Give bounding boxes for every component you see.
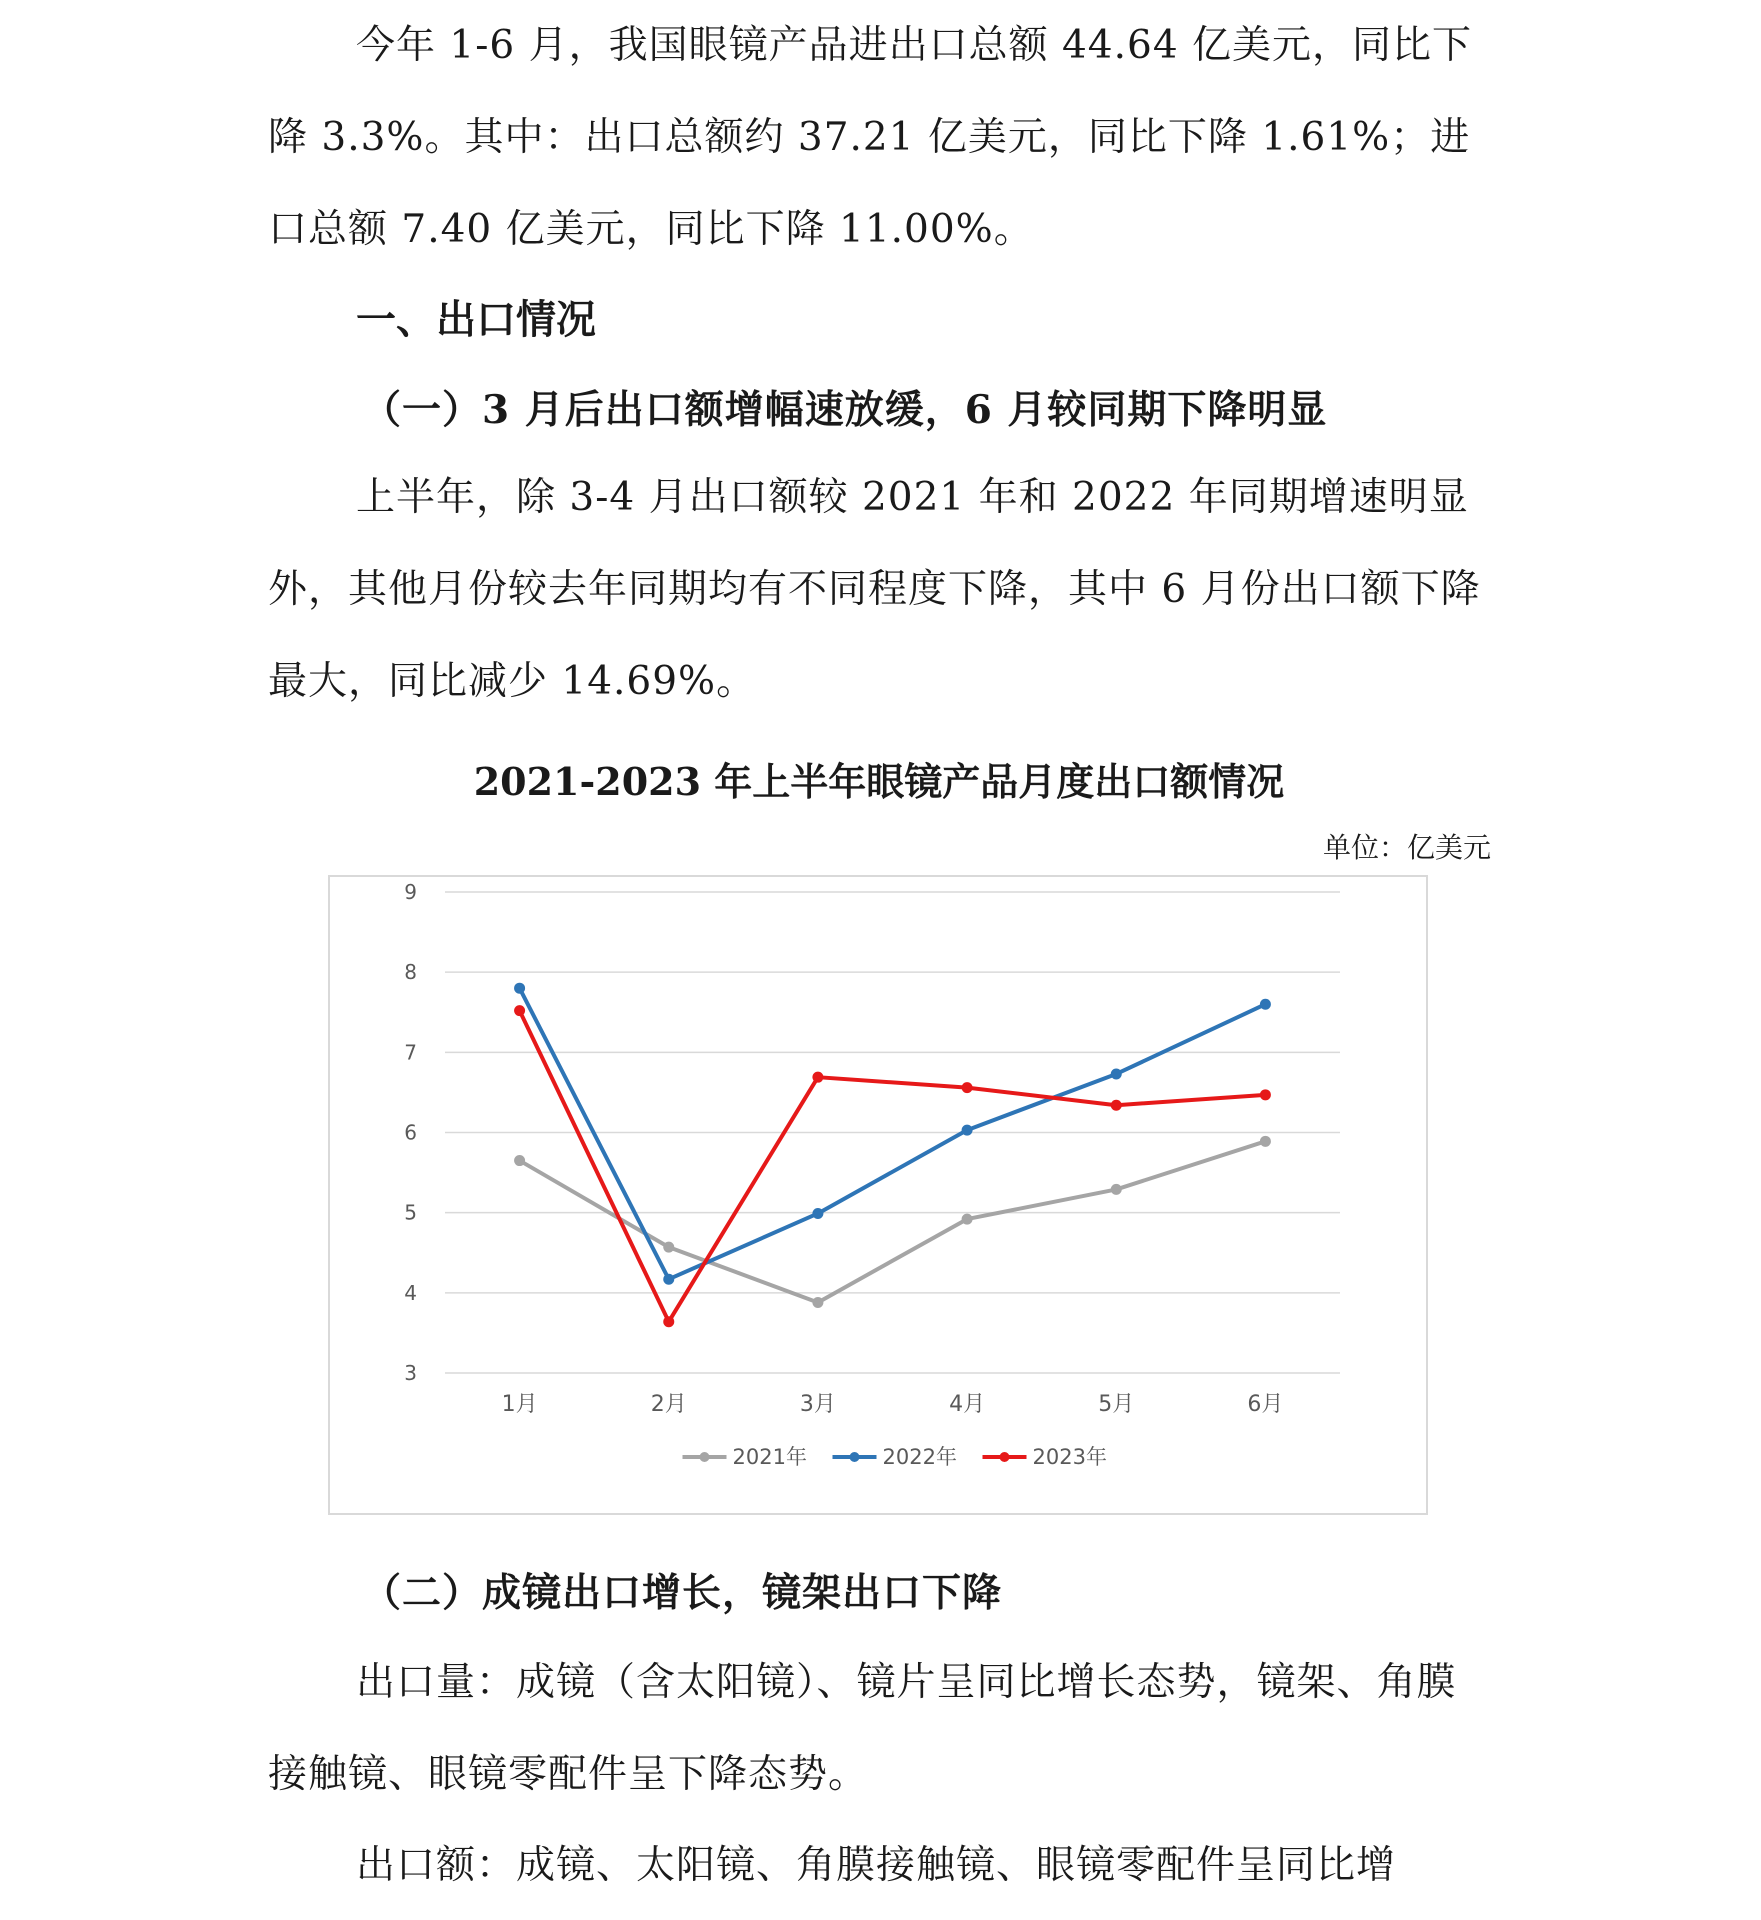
legend-marker — [700, 1452, 710, 1462]
legend-label: 2021年 — [732, 1445, 807, 1469]
data-point — [1111, 1100, 1122, 1111]
x-tick-label: 2月 — [650, 1392, 687, 1417]
data-point — [514, 1155, 525, 1166]
legend-marker — [1000, 1452, 1010, 1462]
y-tick-label: 8 — [404, 960, 417, 985]
x-tick-label: 3月 — [799, 1392, 836, 1417]
subsection1-body: 上半年，除 3-4 月出口额较 2021 年和 2022 年同期增速明显外，其他月份较去年同期均有不同程度下降，其中 6 月份出口额下降最大，同比减少 14.69%。 — [268, 475, 1481, 704]
line-chart-svg — [330, 877, 1426, 1513]
y-tick-label: 4 — [404, 1280, 417, 1305]
legend-label: 2022年 — [882, 1445, 957, 1469]
data-point — [812, 1297, 823, 1308]
subsection2-body-1: 出口量：成镜（含太阳镜）、镜片呈同比增长态势，镜架、角膜接触镜、眼镜零配件呈下降态势。 — [268, 1660, 1457, 1797]
data-point — [663, 1316, 674, 1327]
data-point — [812, 1208, 823, 1219]
line-chart — [328, 875, 1428, 1515]
x-tick-label: 4月 — [949, 1392, 986, 1417]
data-point — [1260, 999, 1271, 1010]
data-point — [1260, 1089, 1271, 1100]
data-point — [514, 1005, 525, 1016]
series-line — [520, 1141, 1266, 1302]
x-tick-label: 5月 — [1098, 1392, 1135, 1417]
chart-unit-label: 单位：亿美元 — [1322, 831, 1491, 864]
y-tick-label: 3 — [404, 1361, 417, 1385]
y-tick-label: 9 — [404, 880, 417, 904]
legend-label: 2023年 — [1032, 1445, 1107, 1469]
intro-paragraph: 今年 1-6 月，我国眼镜产品进出口总额 44.64 亿美元，同比下降 3.3%。其中：出口总额约 37.21 亿美元，同比下降 1.61%；进口总额 7.40 亿美元，同比下降 11.00%。 — [268, 23, 1473, 252]
x-tick-label: 6月 — [1247, 1392, 1284, 1417]
legend-marker — [850, 1452, 860, 1462]
data-point — [962, 1082, 973, 1093]
x-tick-label: 1月 — [501, 1392, 538, 1417]
y-tick-label: 6 — [404, 1120, 417, 1145]
chart-title: 2021-2023 年上半年眼镜产品月度出口额情况 — [473, 759, 1285, 804]
data-point — [663, 1274, 674, 1285]
data-point — [962, 1214, 973, 1225]
subsection2-body-2: 出口额：成镜、太阳镜、角膜接触镜、眼镜零配件呈同比增 — [356, 1843, 1397, 1888]
subsection2-heading: （二）成镜出口增长，镜架出口下降 — [362, 1570, 1003, 1616]
y-tick-label: 5 — [404, 1200, 417, 1225]
data-point — [663, 1242, 674, 1253]
data-point — [812, 1072, 823, 1083]
data-point — [1260, 1136, 1271, 1147]
data-point — [1111, 1184, 1122, 1195]
data-point — [962, 1125, 973, 1136]
section1-heading: 一、出口情况 — [356, 297, 596, 343]
subsection1-heading: （一）3 月后出口额增幅速放缓，6 月较同期下降明显 — [362, 387, 1328, 433]
data-point — [514, 983, 525, 994]
y-tick-label: 7 — [404, 1040, 417, 1065]
series-line — [520, 988, 1266, 1279]
data-point — [1111, 1068, 1122, 1079]
